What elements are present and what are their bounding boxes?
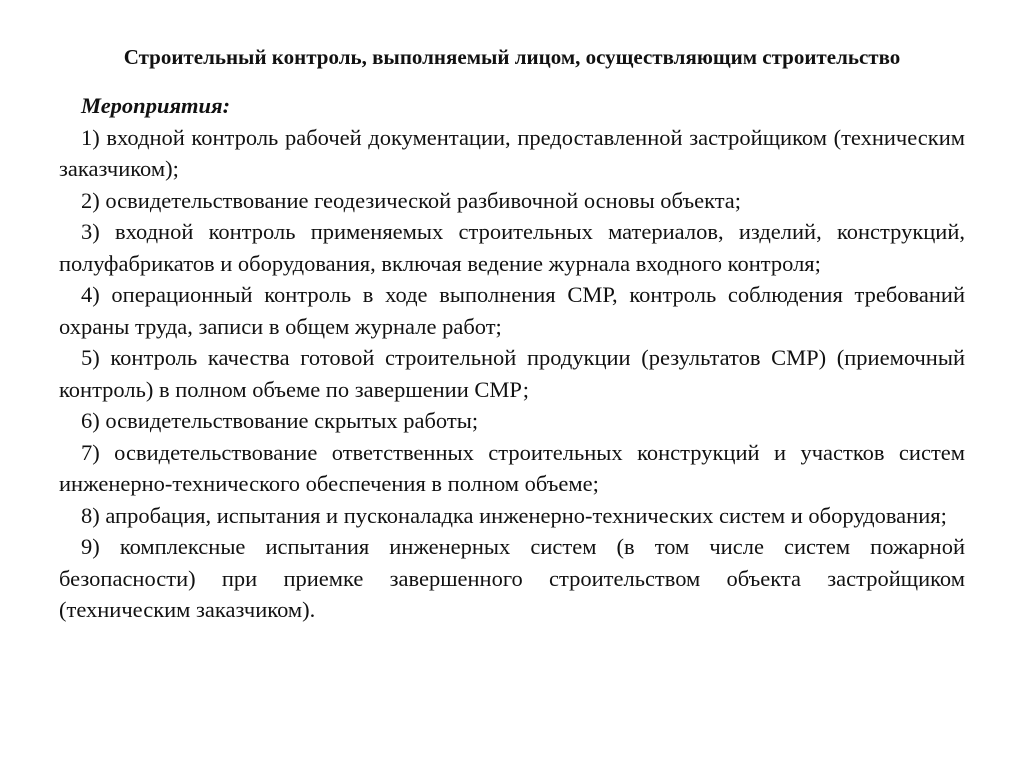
list-item: 9) комплексные испытания инженерных систем (в том числе систем пожарной безопасности) при приемке завершенного строительством объекта застройщиком (техническим заказчиком). — [59, 534, 965, 622]
list-item: 2) освидетельствование геодезической разбивочной основы объекта; — [81, 187, 742, 213]
list-item: 5) контроль качества готовой строительной продукции (результатов СМР) (приемочный контроль) в полном объеме по завершении СМР; — [59, 345, 965, 402]
slide-title: Строительный контроль, выполняемый лицом, осуществляющим строительство — [123, 45, 901, 69]
slide-content — [59, 90, 965, 626]
list-item: 3) входной контроль применяемых строительных материалов, изделий, конструкций, полуфабрикатов и оборудования, включая ведение журнала входного контроля; — [59, 219, 965, 276]
list-item: 6) освидетельствование скрытых работы; — [81, 408, 479, 433]
measures-subheading: Мероприятия: — [81, 93, 231, 118]
list-item: 4) операционный контроль в ходе выполнения СМР, контроль соблюдения требований охраны труда, записи в общем журнале работ; — [59, 282, 965, 339]
list-item: 7) освидетельствование ответственных строительных конструкций и участков систем инженерно-технического обеспечения в полном объеме; — [59, 439, 965, 496]
list-item: 1) входной контроль рабочей документации, предоставленной застройщиком (техническим заказчиком); — [59, 124, 965, 181]
measures-list — [59, 122, 965, 626]
list-item: 8) апробация, испытания и пусконаладка инженерно-технических систем и оборудования; — [81, 502, 947, 528]
